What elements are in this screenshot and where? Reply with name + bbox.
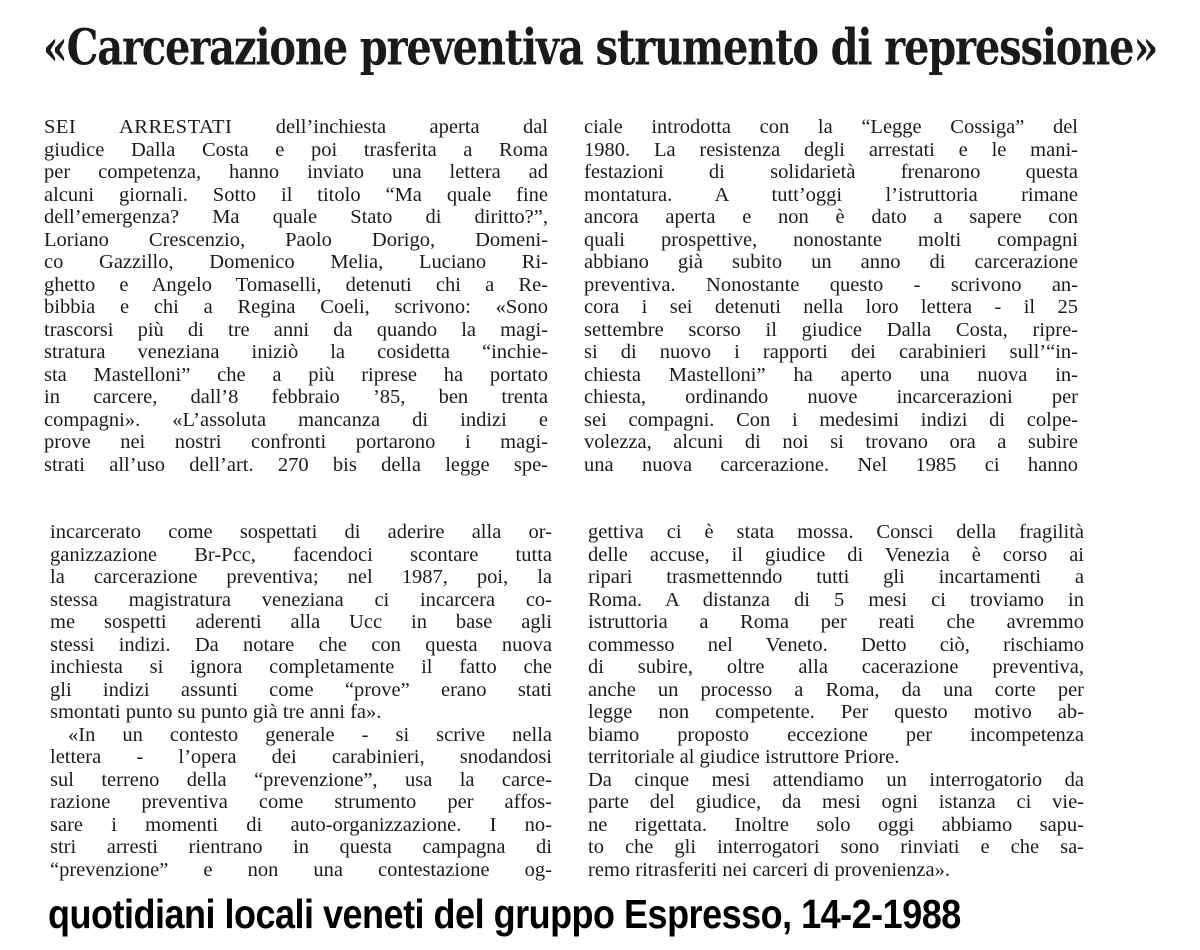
text-line: territoriale al giudice istruttore Priore. xyxy=(588,746,900,768)
lead-in: SEI ARRESTATI xyxy=(44,116,233,138)
text-line: prove nei nostri confronti portarono i magi- xyxy=(44,431,548,453)
text-line: ancora aperta e non è dato a sapere con xyxy=(584,206,1078,228)
text-line: stri arresti rientrano in questa campagna di xyxy=(50,836,552,858)
headline: «Carcerazione preventiva strumento di repressione» xyxy=(42,18,1158,77)
text-line: incarcerato come sospettati di aderire alla or- xyxy=(50,521,552,543)
text-line: sul terreno della “prevenzione”, usa la carce- xyxy=(50,768,552,791)
text-line: alcuni giornali. Sotto il titolo “Ma quale fine xyxy=(44,183,548,206)
text-line: Loriano Crescenzio, Paolo Dorigo, Domeni- xyxy=(44,228,548,251)
text-line: «In un contesto generale - si scrive nella xyxy=(68,723,552,746)
text-line: commesso nel Veneto. Detto ciò, rischiamo xyxy=(588,633,1084,656)
text-line: anche un processo a Roma, da una corte per xyxy=(588,678,1084,701)
text-line: strati all’uso dell’art. 270 bis della legge spe- xyxy=(44,453,548,476)
article-column-2 xyxy=(584,116,1078,476)
text-line: chiesta, ordinando nuove incarcerazioni per xyxy=(584,386,1078,408)
text-line: SEI ARRESTATI dell’inchiesta aperta dal xyxy=(44,116,548,138)
text-line: Roma. A distanza di 5 mesi ci troviamo in xyxy=(588,588,1084,611)
text-line: delle accuse, il giudice di Venezia è corso ai xyxy=(588,543,1084,566)
text-line: lettera - l’opera dei carabinieri, snodandosi xyxy=(50,746,552,768)
text-line: abbiano già subito un anno di carcerazione xyxy=(584,251,1078,273)
text-line: co Gazzillo, Domenico Melia, Luciano Ri- xyxy=(44,251,548,273)
text-line: montatura. A tutt’oggi l’istruttoria rimane xyxy=(584,183,1078,206)
text-line: per competenza, hanno inviato una lettera ad xyxy=(44,161,548,183)
source-caption: quotidiani locali veneti del gruppo Espresso, 14-2-1988 xyxy=(48,891,961,937)
text-line: si di nuovo i rapporti dei carabinieri sull’“in- xyxy=(584,341,1078,363)
text-line: “prevenzione” e non una contestazione og- xyxy=(50,858,552,881)
text-line: parte del giudice, da mesi ogni istanza ci vie- xyxy=(588,791,1084,813)
text-line: preventiva. Nonostante questo - scrivono an- xyxy=(584,273,1078,296)
text-line: ripari trasmettenndo tutti gli incartamenti a xyxy=(588,566,1084,588)
text-line: settembre scorso il giudice Dalla Costa, ripre- xyxy=(584,318,1078,341)
text-line: volezza, alcuni di noi si trovano ora a subire xyxy=(584,431,1078,453)
text-line: ne rigettata. Inoltre solo oggi abbiamo sapu- xyxy=(588,813,1084,836)
text-line: remo ritrasferiti nei carceri di provenienza». xyxy=(588,858,950,881)
text-line: compagni». «L’assoluta mancanza di indizi e xyxy=(44,408,548,431)
text-line: sta Mastelloni” che a più riprese ha portato xyxy=(44,363,548,386)
text-line: ganizzazione Br-Pcc, facendoci scontare tutta xyxy=(50,543,552,566)
text-line: una nuova carcerazione. Nel 1985 ci hanno xyxy=(584,453,1078,476)
text-line: biamo proposto eccezione per incompetenza xyxy=(588,723,1084,746)
text-line: ciale introdotta con la “Legge Cossiga” del xyxy=(584,116,1078,138)
article-column-1 xyxy=(44,116,548,476)
text-line: ghetto e Angelo Tomaselli, detenuti chi a Re- xyxy=(44,273,548,296)
text-line: chiesta Mastelloni” ha aperto una nuova in- xyxy=(584,363,1078,386)
article-column-4 xyxy=(588,521,1084,881)
text-line: gli indizi assunti come “prove” erano stati xyxy=(50,678,552,701)
text-line: di subire, oltre alla cacerazione preventiva, xyxy=(588,656,1084,678)
text-line: la carcerazione preventiva; nel 1987, poi, la xyxy=(50,566,552,588)
text-line: gettiva ci è stata mossa. Consci della fragilità xyxy=(588,521,1084,543)
text-line: inchiesta si ignora completamente il fatto che xyxy=(50,656,552,678)
text-line: 1980. La resistenza degli arrestati e le mani- xyxy=(584,138,1078,161)
text-line: quali prospettive, nonostante molti compagni xyxy=(584,228,1078,251)
text-line: in carcere, dall’8 febbraio ’85, ben trenta xyxy=(44,386,548,408)
text-line: bibbia e chi a Regina Coeli, scrivono: «Sono xyxy=(44,296,548,318)
text-line: Da cinque mesi attendiamo un interrogatorio da xyxy=(588,768,1084,791)
text-line: trascorsi più di tre anni da quando la magi- xyxy=(44,318,548,341)
text-line: smontati punto su punto già tre anni fa». xyxy=(50,701,382,723)
text-line: dell’emergenza? Ma quale Stato di diritto?”, xyxy=(44,206,548,228)
text-line: me sospetti aderenti alla Ucc in base agli xyxy=(50,611,552,633)
text-line: istruttoria a Roma per reati che avremmo xyxy=(588,611,1084,633)
text-line: stessi indizi. Da notare che con questa nuova xyxy=(50,633,552,656)
text-line: sei compagni. Con i medesimi indizi di colpe- xyxy=(584,408,1078,431)
article-column-3 xyxy=(50,521,552,881)
text-line: sare i momenti di auto-organizzazione. I no- xyxy=(50,813,552,836)
text-line: stessa magistratura veneziana ci incarcera co- xyxy=(50,588,552,611)
text-line: cora i sei detenuti nella loro lettera - il 25 xyxy=(584,296,1078,318)
text-line: razione preventiva come strumento per affos- xyxy=(50,791,552,813)
text-line: to che gli interrogatori sono rinviati e che sa- xyxy=(588,836,1084,858)
text-line: stratura veneziana iniziò la cosidetta “inchie- xyxy=(44,341,548,363)
text-line: festazioni di solidarietà frenarono questa xyxy=(584,161,1078,183)
text-line: giudice Dalla Costa e poi trasferita a Roma xyxy=(44,138,548,161)
text-line: legge non competente. Per questo motivo ab- xyxy=(588,701,1084,723)
